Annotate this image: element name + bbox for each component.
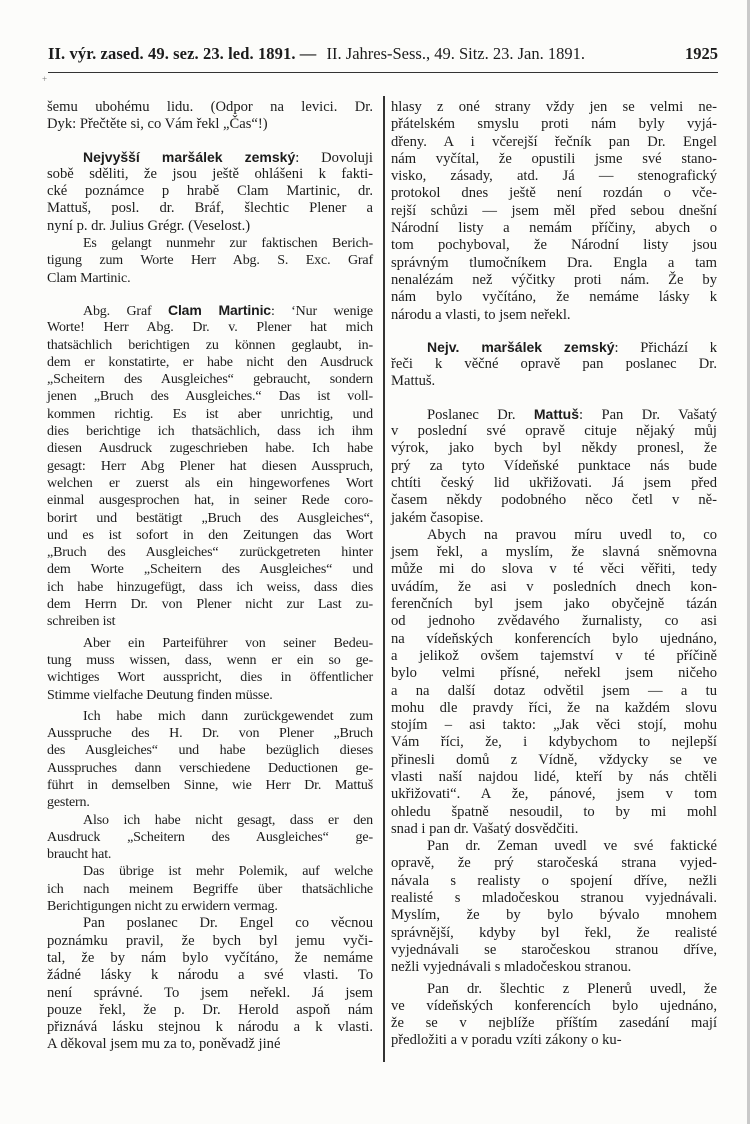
paragraph [391, 838, 717, 976]
text-line: Mattuš. [391, 373, 436, 390]
text-line: jakém časopise. [391, 509, 484, 526]
text-line: dem er konstatirte, er habe nicht den Ausdruck [47, 354, 373, 370]
text-line: Also ich habe nicht gesagt, dass er den [83, 812, 373, 828]
text-line: hlasy z oné strany vždy jen se velmi ne- [391, 99, 717, 115]
speaker-prefix: Poslanec Dr. [427, 406, 534, 423]
text-line: na vídeňských konferencích bylo ujednáno, [391, 630, 717, 647]
text-line: tal, že by nám bylo vyčítáno, že nemáme [47, 949, 373, 966]
text-line: Ausdruck „Scheitern des Ausgleiches“ ge- [47, 829, 373, 845]
text-line: des Ausgleiches“ und habe bezüglich dieses [47, 743, 373, 759]
text-line: tung muss wissen, dass, wenn er ein so ge- [47, 652, 373, 668]
text-line: Pan dr. šlechtic z Plenerů uvedl, že [427, 980, 717, 997]
paragraph [47, 99, 373, 134]
text-line: vyjednávali se staročeskou stranou dříve, [391, 941, 717, 958]
text-line: ich nach meinem Begriffe über thatsächliche [47, 881, 373, 897]
text-line: visko, zásady, atd. Já — stenografický [391, 168, 717, 185]
text-line: Ausspruches dann verschiedene Deductionen ge- [47, 760, 373, 776]
text-line: Vám říci, že, i kdybychom to nejlepší [391, 734, 717, 751]
text-line: chtíti český lid ukřižovati. Já jsem před [391, 474, 717, 491]
text-line [391, 339, 717, 356]
text-line: welchen er zuerst als ein hingeworfenes Wort [47, 475, 373, 491]
text-line: přinesli domů z Vídně, vždycky se ve [391, 751, 717, 768]
header-title [48, 44, 585, 64]
text-line: nám bylo vyčítáno, že nemáme lásky k [391, 289, 717, 306]
speech-start: : ‘Nur wenige [270, 303, 373, 319]
text-line: Myslím, že by bylo bývalo mnohem [391, 907, 717, 924]
text-line: může mi do slova v té věci věřiti, tedy [391, 561, 717, 578]
text-line: jsem řekl, a myslím, že slavná sněmovna [391, 544, 717, 561]
text-line: Abych na pravou míru uvedl to, co [427, 526, 717, 543]
text-line: ohledu špatně nesoudil, to by mi mohl [391, 803, 717, 820]
text-line: nyní p. dr. Julius Grégr. (Veselost.) [47, 217, 251, 234]
speaker-name: Mattuš [533, 405, 580, 422]
text-line: sobě sděliti, že jsou ještě ohlášeni k fakti- [47, 165, 373, 182]
text-line: dem Worte „Scheitern des Ausgleiches“ und [47, 562, 373, 578]
speech-start: : Pan Dr. Vašatý [579, 406, 717, 423]
text-line [47, 149, 373, 166]
text-line: einmal ausgesprochen hat, in seiner Rede coro- [47, 493, 373, 509]
text-line: dem Herrn Dr. von Plener nicht zur Last zu- [47, 597, 373, 613]
text-line: uvádím, že asi v posledních dnech kon- [391, 578, 717, 595]
text-line: Berichtigungen nicht zu erwidern vermag. [47, 899, 278, 915]
text-line: Das übrige ist mehr Polemik, auf welche [83, 864, 373, 880]
text-line: „Bruch des Ausgleiches“ zurückgetreten hinter [47, 545, 373, 561]
paragraph [391, 99, 717, 324]
column-divider [383, 96, 385, 1062]
header-german: II. Jahres-Sess., 49. Sitz. 23. Jan. 1891. [326, 44, 586, 63]
text-line: Ausspruche des H. Dr. von Plener „Bruch [47, 726, 373, 742]
text-line: protokol dnes ještě není rozdán o vče- [391, 185, 717, 202]
text-line: führt in demselben Sinne, wie Herr Dr. Mattuš [47, 777, 373, 793]
text-line [391, 406, 717, 423]
paragraph [47, 302, 373, 631]
text-line: přiznává lásku stejnou k národu a k vlasti. [47, 1019, 373, 1036]
text-line: Ich habe mich dann zurückgewendet zum [83, 708, 373, 724]
text-line: Clam Martinic. [47, 270, 131, 286]
text-line: rejší schůzi — jsem měl před sebou dnešní [391, 202, 717, 219]
text-line: snad i pan dr. Vašatý dosvědčiti. [391, 820, 579, 837]
text-line: braucht hat. [47, 847, 112, 863]
speaker-prefix: Abg. Graf [83, 303, 168, 319]
text-line: diesen Ausdruck zugeschrieben habe. Ich habe [47, 441, 373, 457]
text-line: borirt und bestätigt „Bruch des Ausgleiches“, [47, 510, 373, 526]
text-line: v poslední své opravě cituje nějaký můj [391, 423, 717, 440]
paragraph [47, 149, 373, 235]
text-line: und es ist sofort in den Zeitungen das Wort [47, 527, 373, 543]
text-line: „Scheitern des Ausgleiches“ gebraucht, sondern [47, 372, 373, 388]
speaker-name: Nejvyšší maršálek zemský [83, 148, 296, 165]
paragraph [47, 635, 373, 704]
text-line: nám vyčítal, že opustili jsme své stano- [391, 150, 717, 167]
speaker-name: Clam Martinic [167, 301, 271, 318]
text-line: dies berichtige ich thatsächlich, dass ich ihm [47, 424, 373, 440]
text-line: časem někdy podobného něco četl v ně- [391, 492, 717, 509]
text-line: tom pochyboval, že Národní listy jsou [391, 237, 717, 254]
text-line: Mattuš, posl. dr. Bráf, šlechtic Plener a [47, 200, 373, 217]
text-line: není správné. To jsem neřekl. Já jsem [47, 984, 373, 1001]
text-line: Es gelangt nunmehr zur faktischen Berich- [83, 236, 373, 252]
text-line: Národní listy a nemám příčiny, abych o [391, 220, 717, 237]
text-line: šemu ubohému lidu. (Odpor na levici. Dr. [47, 99, 373, 115]
text-line: mohu dle pravdy říci, že na každém slovu [391, 699, 717, 716]
text-line: Aber ein Parteiführer von seiner Bedeu- [83, 635, 373, 651]
paragraph [391, 339, 717, 391]
speaker-name: Nejv. maršálek zemský [427, 338, 615, 355]
left-column [47, 99, 373, 1054]
paragraph [391, 527, 717, 838]
text-line: dřeny. A i včerejší řečník pan Dr. Engel [391, 133, 717, 150]
text-line: gesagt: Herr Abg Plener hat diesen Ausspruch, [47, 458, 373, 474]
text-line: žádné lásky k národu a své vlasti. To [47, 967, 373, 984]
paragraph [47, 915, 373, 1053]
text-line: Stimme vielfache Deutung finden müsse. [47, 687, 273, 703]
paragraph [47, 812, 373, 864]
text-line: a jelikož ovšem tajemství v té příčině [391, 647, 717, 664]
paragraph [47, 863, 373, 915]
text-line: A děkoval jsem mu za to, poněvadž jiné [47, 1036, 281, 1053]
text-line: kommen richtig. Es ist aber unrichtig, und [47, 406, 373, 422]
text-line: poznámku pravil, že bych byl jemu vyči- [47, 932, 373, 949]
text-line: tigung zum Worte Herr Abg. S. Exc. Graf [47, 253, 373, 269]
text-line: ich habe hinzugefügt, dass ich weiss, dass dies [47, 579, 373, 595]
text-line: národu a vlasti, to jsem neřekl. [391, 306, 571, 323]
running-header [48, 44, 718, 73]
text-line [47, 302, 373, 319]
text-line: předložiti a v poradu vzíti zákony o ku- [391, 1032, 622, 1049]
page-number: 1925 [685, 44, 718, 63]
paragraph [391, 406, 717, 527]
text-line: pouze řekl, že p. Dr. Herold aspoň nám [47, 1001, 373, 1018]
text-line: správným tlumočníkem Dra. Engla a tam [391, 254, 717, 271]
text-line: cké poznámce p hrabě Clam Martinic, dr. [47, 183, 373, 200]
text-line: ferenčních byl jsem jako obyčejně tázán [391, 596, 717, 613]
right-column [391, 99, 717, 1050]
paragraph [47, 708, 373, 812]
text-line: nenalézám než výčitky proti nám. Že by [391, 271, 717, 288]
text-line: že se v nejblíže příštím zasedání mají [391, 1015, 717, 1032]
text-line: vlasti naší najdou lidé, kteří by nás chtěli [391, 768, 717, 785]
speech-start: : Přichází k [614, 339, 718, 356]
header-czech: II. výr. zased. 49. sez. 23. led. 1891. — [48, 44, 317, 63]
text-line: od jednoho zvědavého žurnalisty, co asi [391, 613, 717, 630]
text-line: realisté s mladočeskou stranou vyjednávali. [391, 890, 717, 907]
text-line: Pan dr. Zeman uvedl ve své faktické [427, 838, 717, 855]
text-line: jenen „Bruch des Ausgleiches.“ Das ist voll- [47, 389, 373, 405]
text-line: stojím – asi takto: „Jak věci stojí, mohu [391, 717, 717, 734]
paragraph [47, 235, 373, 287]
text-line: a na další dotaz odvětil jsem — a tu [391, 682, 717, 699]
text-line: gestern. [47, 795, 90, 811]
scan-mark: + [42, 74, 48, 84]
text-line: thatsächlich berichtigen zu können geglaubt, in- [47, 337, 373, 353]
text-line: bylo velmi přísné, neřekl jsem ničeho [391, 665, 717, 682]
text-line: prý za tyto Vídeňské punktace nás bude [391, 457, 717, 474]
speech-start: : Dovoluji [295, 149, 373, 166]
text-line: přátelském smyslu proti nám byly vyjá- [391, 116, 717, 133]
text-line: wichtiges Wort ausspricht, dies in öffentlicher [47, 670, 373, 686]
paragraph [391, 981, 717, 1050]
text-line: opravě, že prý staročeská strana vyjed- [391, 855, 717, 872]
text-line: ukřižovati“. A že, pánové, jsem v tom [391, 786, 717, 803]
text-line: správnější, kdyby byl řekl, že realisté [391, 924, 717, 941]
text-line: Worte! Herr Abg. Dr. v. Plener hat mich [47, 320, 373, 336]
text-line: řeči k věčné opravě pan poslanec Dr. [391, 356, 717, 373]
text-line: výrok, jako bych byl někdy pronesl, že [391, 440, 717, 457]
text-line: Dyk: Přečtěte si, co Vám řekl „Čas“!) [47, 116, 268, 133]
text-line: návala s realisty o spojení dříve, nežli [391, 872, 717, 889]
text-line: Pan poslanec Dr. Engel co věcnou [83, 915, 373, 932]
text-line: schreiben ist [47, 614, 116, 630]
text-line: ve vídeňských konferencích bylo ujednáno, [391, 997, 717, 1014]
text-line: nežli vyjednávali s mladočeskou stranou. [391, 959, 632, 976]
